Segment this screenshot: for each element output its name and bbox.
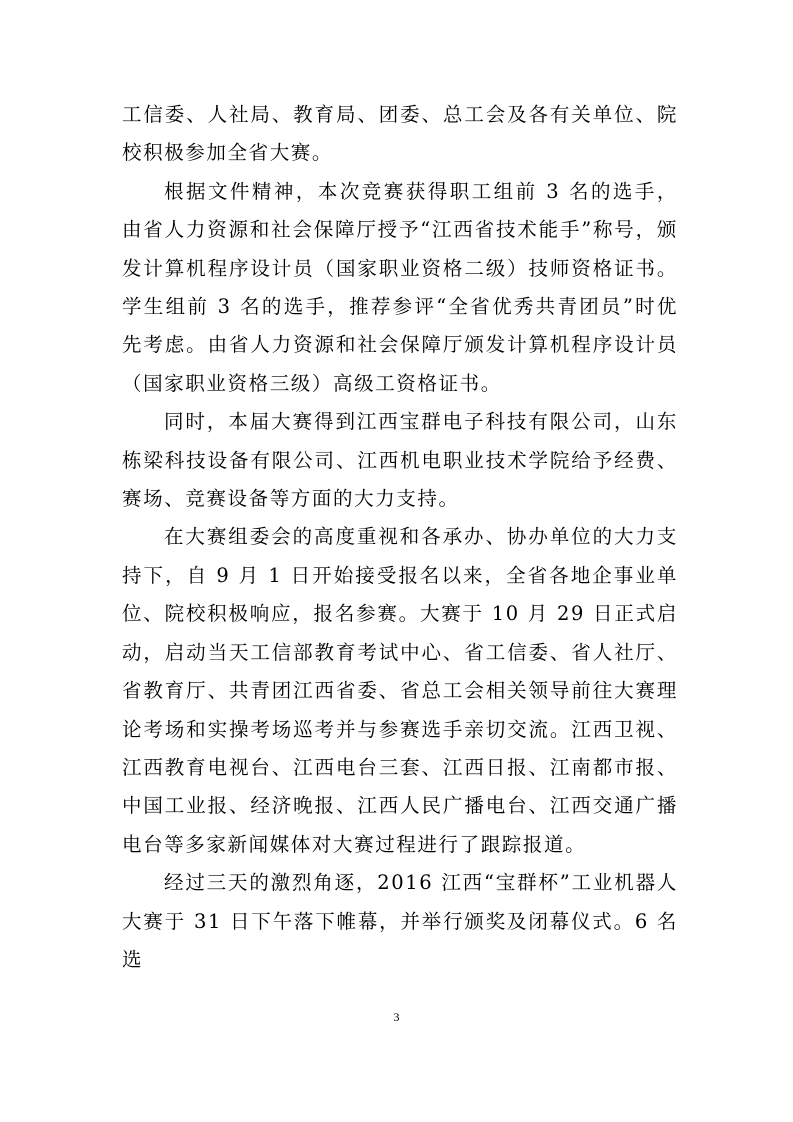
paragraph-continuation: 工信委、人社局、教育局、团委、总工会及各有关单位、院校积极参加全省大赛。 xyxy=(122,103,678,165)
paragraph-registration: 在大赛组委会的高度重视和各承办、协办单位的大力支持下，自 9 月 1 日开始接受报名以来，全省各地企事业单位、院校积极响应，报名参赛。大赛于 10 月 29 日正式启动，启动当天工信部教育考试中心、省工信委、省人社厅、省教育厅、共青团江西省委、省总工会相关领导前往大赛理论考场和实操考场巡考并与参赛选手亲切交流。江西卫视、江西教育电视台、江西电台三套、江西日报、江南都市报、中国工业报、经济晚报、江西人民广播电台、江西交通广播电台等多家新闻媒体对大赛过程进行了跟踪报道。 xyxy=(122,525,678,856)
paragraph-awards: 根据文件精神，本次竞赛获得职工组前 3 名的选手，由省人力资源和社会保障厅授予“江西省技术能手”称号，颁发计算机程序设计员（国家职业资格二级）技师资格证书。学生组前 3 名的选手，推荐参评“全省优秀共青团员”时优先考虑。由省人力资源和社会保障厅颁发计算机程序设计员（国家职业资格三级）高级工资格证书。 xyxy=(122,179,678,395)
paragraph-closing: 经过三天的激烈角逐，2016 江西“宝群杯”工业机器人大赛于 31 日下午落下帷幕，并举行颁奖及闭幕仪式。6 名选 xyxy=(122,871,678,971)
page-number: 3 xyxy=(393,1010,400,1024)
body-text xyxy=(122,96,678,979)
paragraph-sponsors: 同时，本届大赛得到江西宝群电子科技有限公司，山东栋梁科技设备有限公司、江西机电职业技术学院给予经费、赛场、竞赛设备等方面的大力支持。 xyxy=(122,410,678,511)
